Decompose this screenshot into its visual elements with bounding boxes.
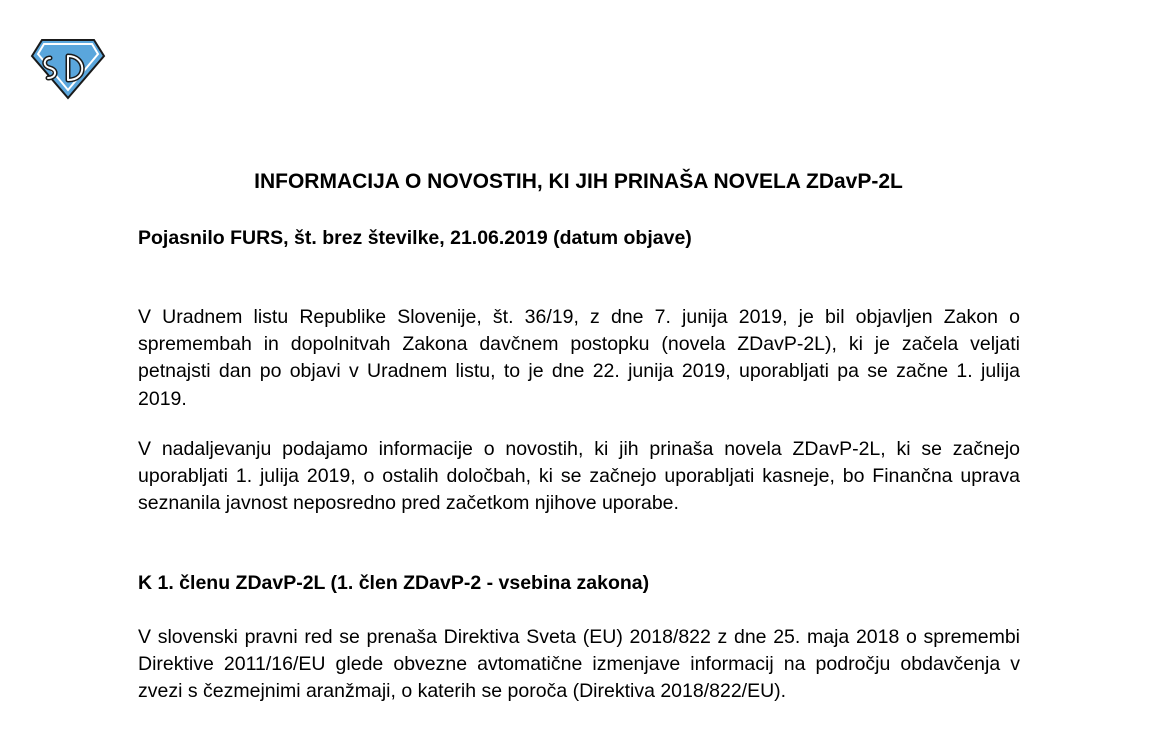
paragraph-continuation: V nadaljevanju podajamo informacije o novostih, ki jih prinaša novela ZDavP-2L, ki se začnejo uporabljati 1. julija 2019, o ostalih določbah, ki se začnejo uporabljati kasneje, bo Finančna uprava seznanila javnost neposredno pred začetkom njihove uporabe. [138, 438, 1020, 515]
company-logo [30, 38, 106, 100]
section-paragraph: V slovenski pravni red se prenaša Direktiva Sveta (EU) 2018/822 z dne 25. maja 2018 o spremembi Direktive 2011/16/EU glede obvezne avtomatične izmenjave informacij na področju obdavčenja v zvezi s čezmejnimi aranžmaji, o katerih se poroča (Direktiva 2018/822/EU). [138, 626, 1020, 703]
section-heading: K 1. členu ZDavP-2L (1. člen ZDavP-2 - vsebina zakona) [138, 572, 650, 594]
document-title: INFORMACIJA O NOVOSTIH, KI JIH PRINAŠA NOVELA ZDavP-2L [254, 170, 903, 193]
paragraph-intro: V Uradnem listu Republike Slovenije, št. 36/19, z dne 7. junija 2019, je bil objavljen Zakon o spremembah in dopolnitvah Zakona davčnem postopku (novela ZDavP-2L), ki je začela veljati petnajsti dan po objavi v Uradnem listu, to je dne 22. junija 2019, uporabljati pa se začne 1. julija 2019. [138, 306, 1020, 410]
document-subtitle: Pojasnilo FURS, št. brez številke, 21.06.2019 (datum objave) [138, 227, 692, 249]
diamond-shield-logo-icon [30, 38, 106, 100]
